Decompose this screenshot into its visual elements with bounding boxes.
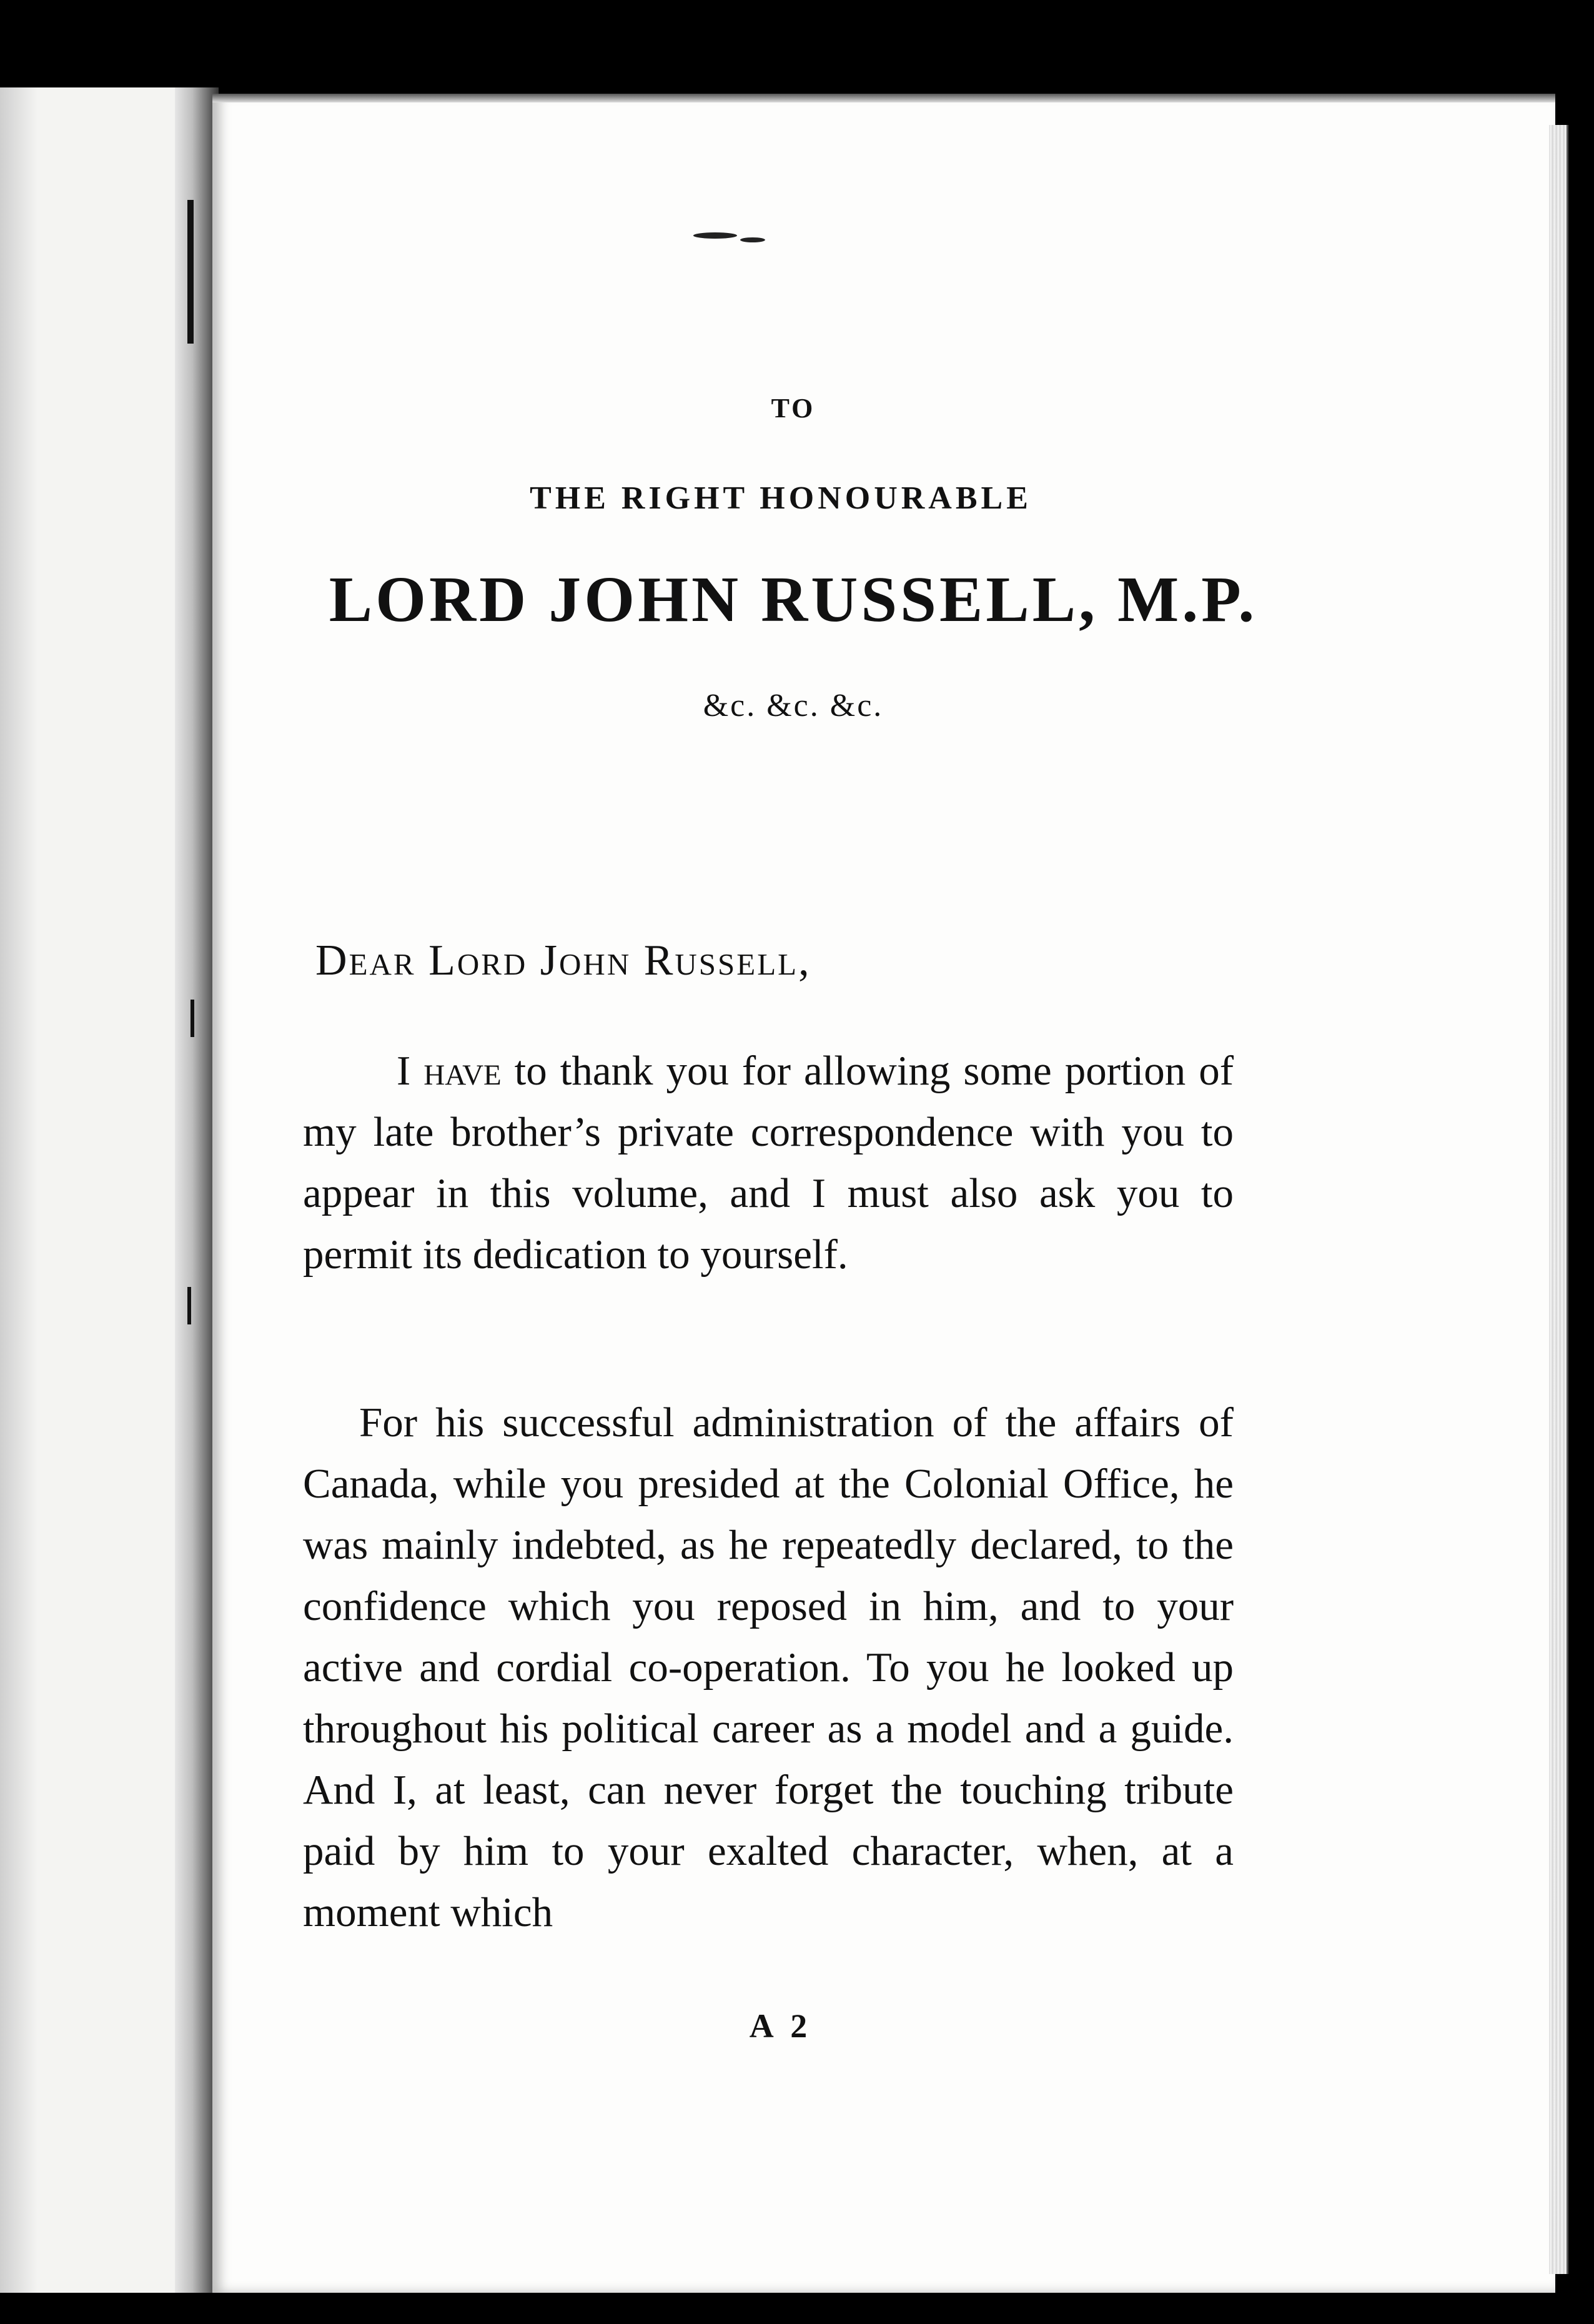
ink-speck bbox=[740, 237, 765, 242]
ink-speck bbox=[693, 232, 737, 239]
binding-mark bbox=[187, 1287, 191, 1324]
binding-mark bbox=[187, 200, 194, 344]
salutation-lord-rest: ord bbox=[457, 936, 540, 985]
dedication-title-line: THE RIGHT HONOURABLE bbox=[530, 480, 1032, 516]
salutation-dear-lead: D bbox=[315, 936, 349, 985]
para1-smallcaps: have bbox=[423, 1048, 502, 1094]
dedication-name: LORD JOHN RUSSELL, M.P. bbox=[329, 564, 1258, 635]
letter-salutation bbox=[315, 936, 1315, 986]
signature-mark: A 2 bbox=[749, 2007, 813, 2045]
dedication-etc: &c. &c. &c. bbox=[703, 688, 884, 723]
para1-rest: to thank you for allowing some portion of my late brother’s private correspondence with you to appear in this volume, and I must also ask you to permit its dedication to yourself. bbox=[303, 1048, 1234, 1278]
salutation-dear-rest: ear bbox=[349, 936, 429, 985]
salutation-russell-rest: ussell, bbox=[675, 936, 811, 985]
salutation-lord-lead: L bbox=[428, 936, 457, 985]
letter-paragraph-1 bbox=[303, 1040, 1234, 1285]
salutation-russell-lead: R bbox=[643, 936, 675, 985]
page-shadow bbox=[0, 87, 37, 2293]
salutation-john-rest: ohn bbox=[559, 936, 644, 985]
salutation-john-lead: J bbox=[540, 936, 560, 985]
dedication-to: TO bbox=[771, 393, 816, 424]
letter-paragraph-2: For his successful administration of the affairs of Canada, while you presided at the Colonial Office, he was mainly indebted, as he repeatedly declared, to the confidence which you reposed in him, and to your active and cordial co-operation. To you he looked up throughout his political career as a model and a guide. And I, at least, can never forget the touching tribute paid by him to your exalted character, when, at a moment which bbox=[303, 1399, 1234, 1935]
binding-mark bbox=[191, 1000, 194, 1037]
page-edge-stack bbox=[1549, 125, 1568, 2274]
page-top-edge bbox=[212, 94, 1555, 102]
para1-first: I bbox=[397, 1048, 424, 1094]
